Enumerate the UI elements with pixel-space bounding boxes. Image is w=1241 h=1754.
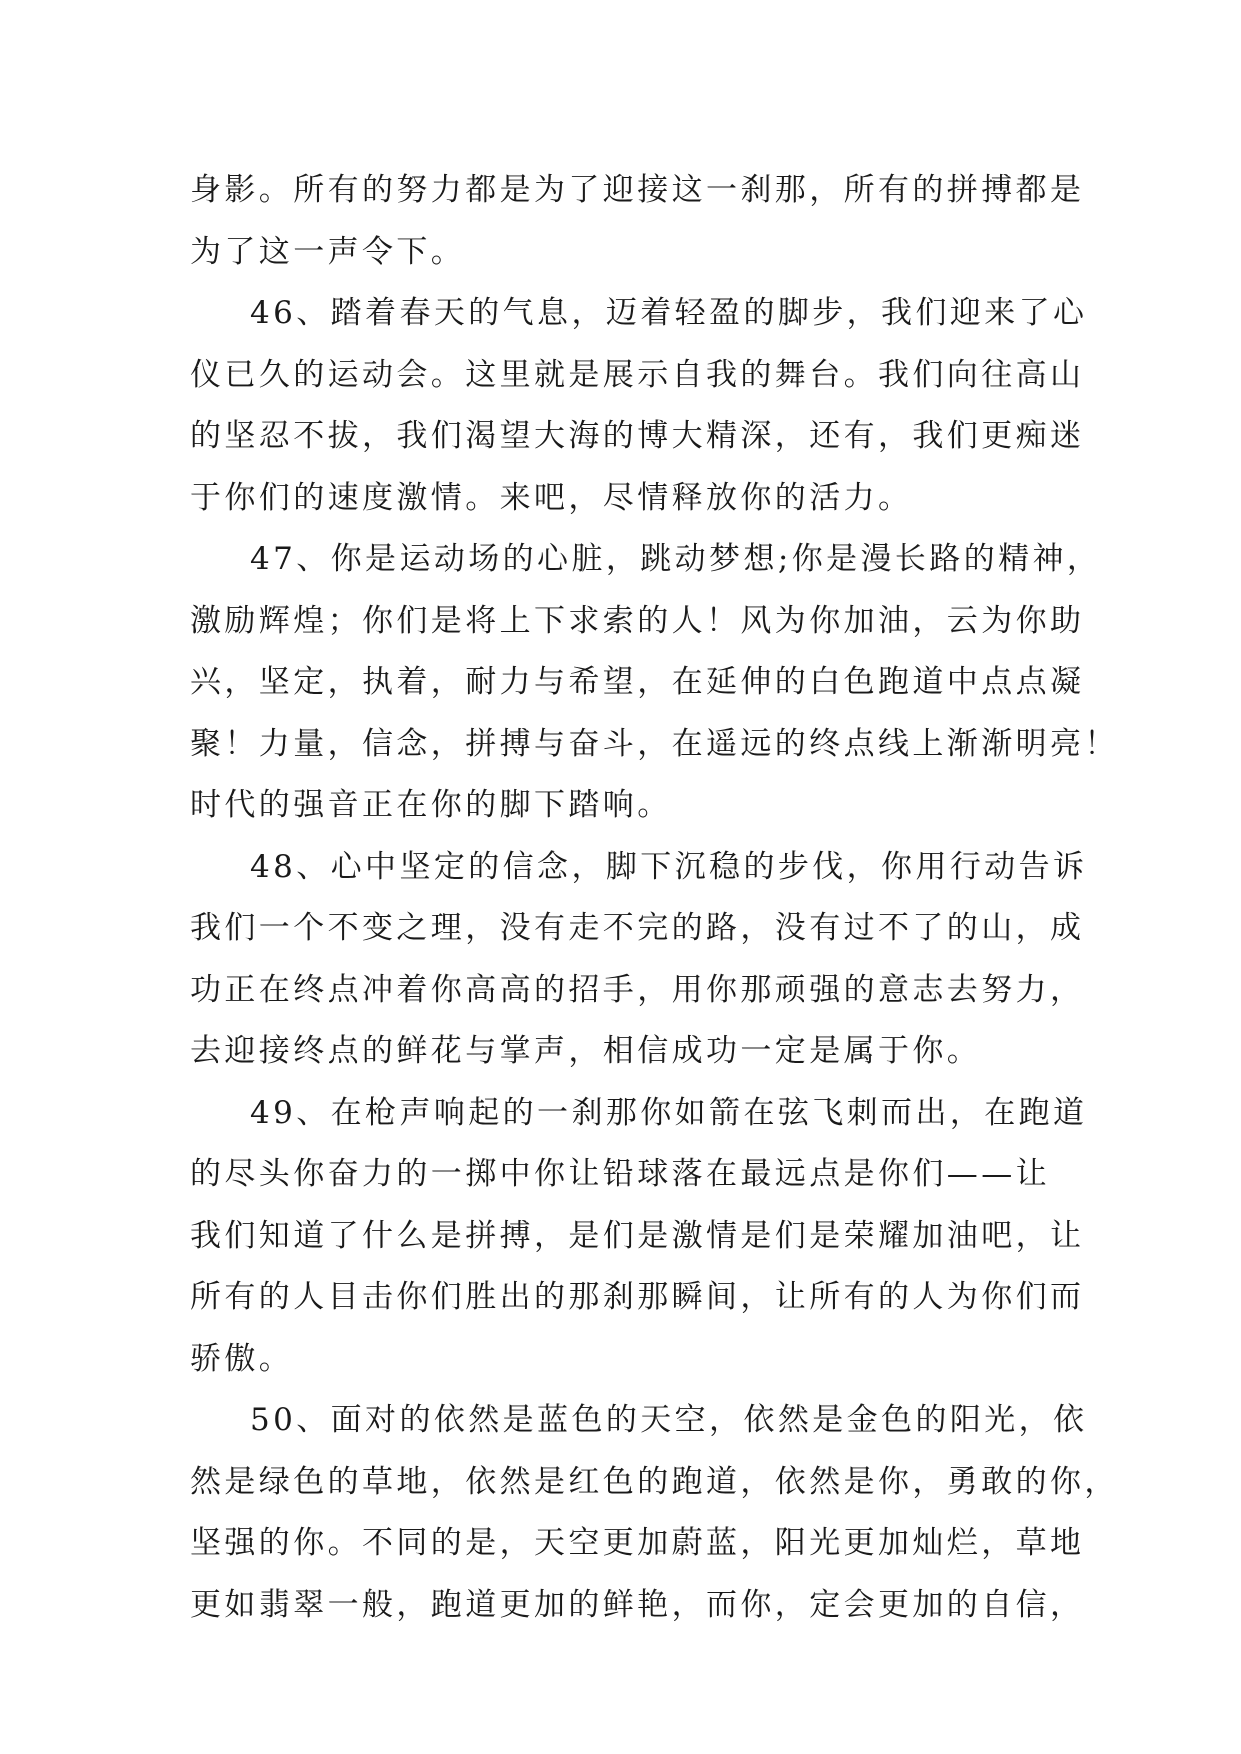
paragraph-start-line: 47、你是运动场的心脏，跳动梦想;你是漫长路的精神， [250, 541, 1102, 577]
text-line: 激励辉煌；你们是将上下求索的人！风为你加油，云为你助 [190, 602, 1085, 639]
text-line: 身影。所有的努力都是为了迎接这一刹那，所有的拼搏都是 [190, 172, 1085, 208]
text-line: 的坚忍不拔，我们渴望大海的博大精深，还有，我们更痴迷 [190, 418, 1085, 454]
text-line: 仪已久的运动会。这里就是展示自我的舞台。我们向往高山 [190, 356, 1085, 393]
text-line: 聚！力量，信念，拼搏与奋斗，在遥远的终点线上渐渐明亮！ [190, 725, 1119, 762]
text-line: 去迎接终点的鲜花与掌声，相信成功一定是属于你。 [190, 1033, 982, 1069]
text-line: 兴，坚定，执着，耐力与希望，在延伸的白色跑道中点点凝 [190, 664, 1085, 700]
text-line: 为了这一声令下。 [190, 233, 466, 270]
text-line: 功正在终点冲着你高高的招手，用你那顽强的意志去努力， [190, 971, 1085, 1008]
paragraph-start-line: 49、在枪声响起的一刹那你如箭在弦飞刺而出，在跑道 [250, 1094, 1088, 1131]
text-line: 于你们的速度激情。来吧，尽情释放你的活力。 [190, 479, 913, 516]
text-line: 骄傲。 [190, 1340, 294, 1377]
text-line: 更如翡翠一般，跑道更加的鲜艳，而你，定会更加的自信， [190, 1586, 1085, 1623]
paragraph-start-line: 48、心中坚定的信念，脚下沉稳的步伐，你用行动告诉 [250, 848, 1088, 885]
text-line: 坚强的你。不同的是，天空更加蔚蓝，阳光更加灿烂，草地 [190, 1525, 1085, 1561]
body-text [190, 160, 1119, 1636]
text-line: 时代的强音正在你的脚下踏响。 [190, 787, 672, 823]
text-line: 我们一个不变之理，没有走不完的路，没有过不了的山，成 [190, 910, 1085, 946]
text-line: 我们知道了什么是拼搏，是们是激情是们是荣耀加油吧，让 [190, 1217, 1085, 1254]
text-line: 的尽头你奋力的一掷中你让铅球落在最远点是你们——让 [190, 1156, 1050, 1192]
paragraph-start-line: 50、面对的依然是蓝色的天空，依然是金色的阳光，依 [250, 1402, 1088, 1438]
text-line: 然是绿色的草地，依然是红色的跑道，依然是你，勇敢的你， [190, 1463, 1119, 1500]
paragraph-start-line: 46、踏着春天的气息，迈着轻盈的脚步，我们迎来了心 [250, 295, 1088, 331]
text-line: 所有的人目击你们胜出的那刹那瞬间，让所有的人为你们而 [190, 1279, 1085, 1315]
